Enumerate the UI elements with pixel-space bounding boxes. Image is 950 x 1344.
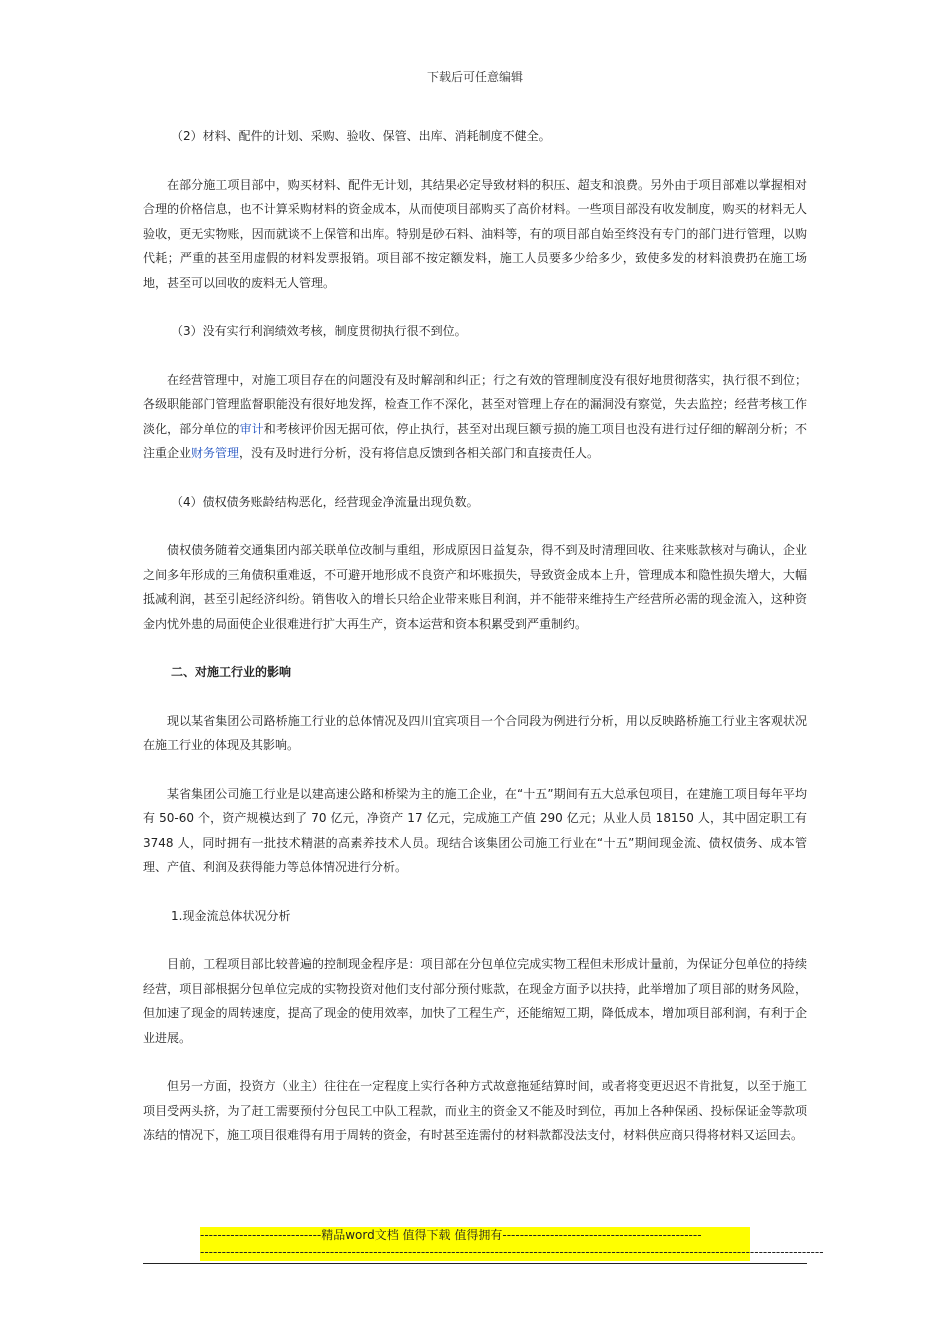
footer-banner <box>200 1227 824 1261</box>
section-heading-4: （4）债权债务账龄结构恶化，经营现金净流量出现负数。 <box>171 494 479 509</box>
footer-banner-line: ----------------------------精品word文档 值得下载 值得拥有---------------------------------------------- <box>200 1228 702 1242</box>
section-heading-2: （2）材料、配件的计划、采购、验收、保管、出库、消耗制度不健全。 <box>171 129 551 143</box>
paragraph-intro: 现以某省集团公司路桥施工行业的总体情况及四川宜宾项目一个合同段为例进行分析，用以反映路桥施工行业主客观状况在施工行业的体现及其影响。 <box>143 713 807 752</box>
audit-link[interactable]: 审计 <box>239 421 264 436</box>
paragraph-overview: 某省集团公司施工行业是以建高速公路和桥梁为主的施工企业，在“十五”期间有五大总承包项目，在建施工项目每年平均有 50-60 个，资产规模达到了 70 亿元，净资产 17 亿元，完成施工产值 290 亿元；从业人员 18150 人，其中固定职工有 3748 人，同时拥有一批技术精湛的高素养技术人员。现结合该集团公司施工行业在“十五”期间现金流、债权债务、成本管理、产值、利润及获得能力等总体情况进行分析。 <box>143 786 807 874</box>
paragraph-materials: 在部分施工项目部中，购买材料、配件无计划，其结果必定导致材料的积压、超支和浪费。另外由于项目部难以掌握相对合理的价格信息，也不计算采购材料的资金成本，从而使项目部购买了高价材料。一些项目部没有收发制度，购买的材料无人验收，更无实物账，因而就谈不上保管和出库。特别是砂石料、油料等，有的项目部自始至终没有专门的部门进行管理，以购代耗；严重的甚至用虚假的材料发票报销。项目部不按定额发料，施工人员要多少给多少，致使多发的材料浪费扔在施工场地，甚至可以回收的废料无人管理。 <box>143 177 807 290</box>
footer-divider <box>143 1263 807 1264</box>
subsection-heading-cashflow: 1.现金流总体状况分析 <box>171 908 291 923</box>
paragraph-text: 在经营管理中，对施工项目存在的问题没有及时解剖和纠正；行之有效的管理制度没有很好地贯彻落实，执行很不到位；各级职能部门管理监督职能没有很好地发挥，检查工作不深化，甚至对管理上存在的漏洞没有察觉，失去监控；经营考核工作淡化，部分单位的 <box>143 372 807 436</box>
document-body <box>143 124 807 1148</box>
paragraph-text: ，没有及时进行分析，没有将信息反馈到各相关部门和直接责任人。 <box>239 446 600 460</box>
paragraph-investor: 但另一方面，投资方（业主）往往在一定程度上实行各种方式故意拖延结算时间，或者将变更迟迟不肯批复，以至于施工项目受两头挤，为了赶工需要预付分包民工中队工程款，而业主的资金又不能及时到位，再加上各种保函、投标保证金等款项冻结的情况下，施工项目很难得有用于周转的资金，有时甚至连需付的材料款都没法支付，材料供应商只得将材料又运回去。 <box>143 1079 807 1142</box>
paragraph-cash-control: 目前，工程项目部比较普遍的控制现金程序是：项目部在分包单位完成实物工程但未形成计量前，为保证分包单位的持续经营，项目部根据分包单位完成的实物投资对他们支付部分预付账款，在现金方面予以扶持，此举增加了项目部的财务风险，但加速了现金的周转速度，提高了现金的使用效率，加快了工程生产，还能缩短工期，降低成本，增加项目部利润，有利于企业进展。 <box>143 957 807 1045</box>
paragraph-debts: 债权债务随着交通集团内部关联单位改制与重组，形成原因日益复杂，得不到及时清理回收、往来账款核对与确认，企业之间多年形成的三角债积重难返，不可避开地形成不良资产和坏账损失，导致资金成本上升，管理成本和隐性损失增大，大幅抵减利润，甚至引起经济纠纷。销售收入的增长只给企业带来账目利润，并不能带来维持生产经营所必需的现金流入，这种资金内忧外患的局面使企业很难进行扩大再生产，资本运营和资本积累受到严重制约。 <box>143 543 807 631</box>
page-header: 下载后可任意编辑 <box>426 70 523 84</box>
paragraph-management <box>143 368 807 466</box>
financial-management-link[interactable]: 财务管理 <box>191 446 240 460</box>
section-heading-3: （3）没有实行利润绩效考核，制度贯彻执行很不到位。 <box>171 324 467 338</box>
footer-banner-line: ------------------------------------------------------------------------------------------------------------------------------------------------ <box>200 1245 824 1259</box>
paragraph-text: 和考核评价因无据可依，停止执行，甚至对出现巨额亏损的施工项目也没有进行过仔细的解剖分析；不注重企业 <box>143 421 807 460</box>
section-title-impact: 二、对施工行业的影响 <box>171 665 292 679</box>
